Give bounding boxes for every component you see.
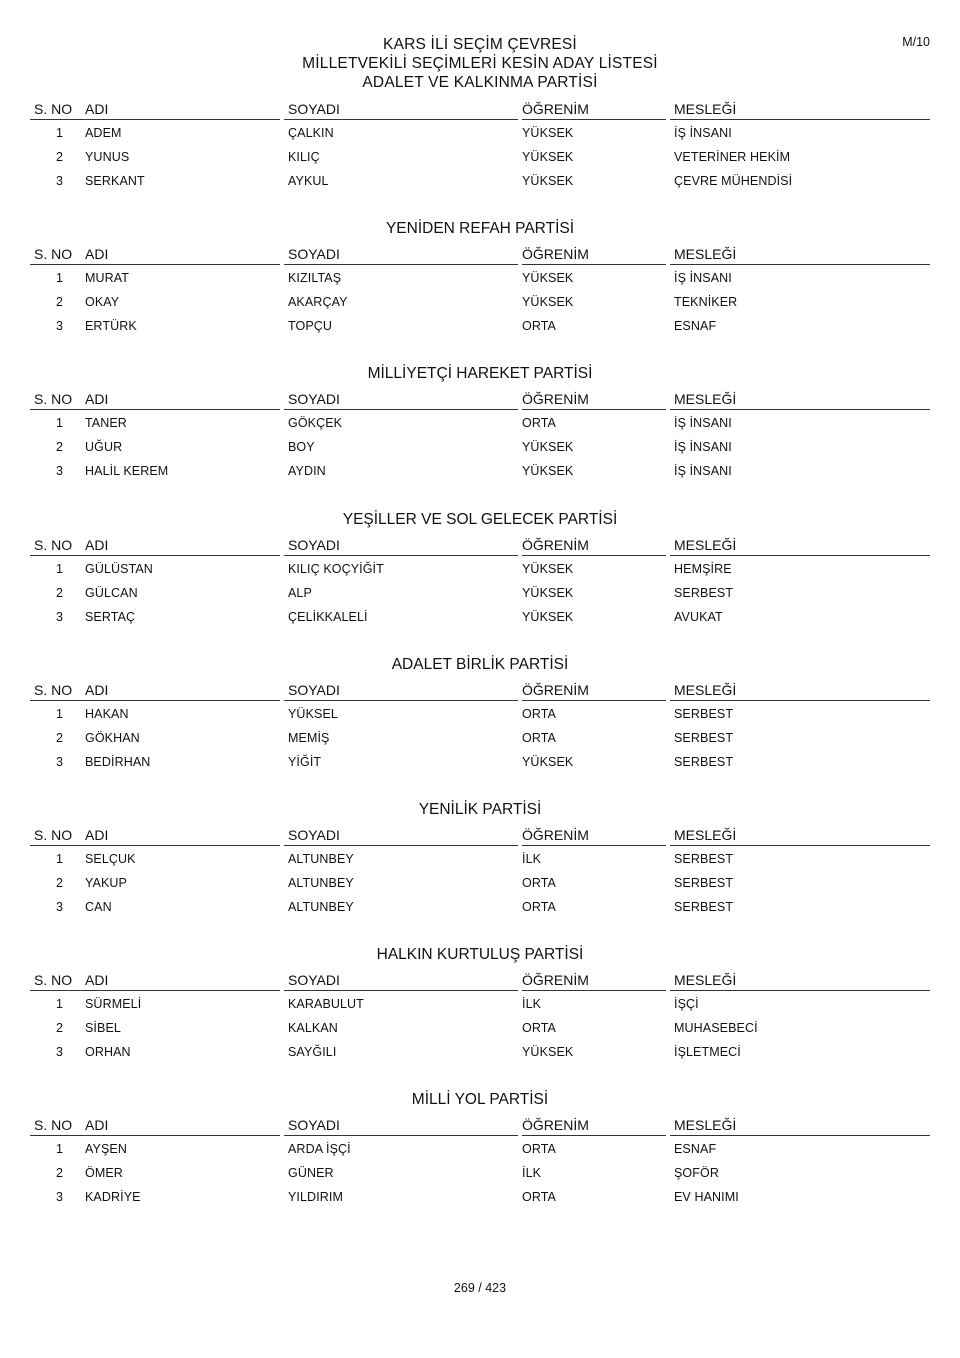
table-row <box>0 1020 960 1038</box>
cell-meslegi: ESNAF <box>674 319 717 334</box>
header-divider <box>30 990 280 991</box>
cell-soyadi: AKARÇAY <box>288 295 348 310</box>
cell-soyadi: SAYĞILI <box>288 1045 337 1060</box>
table-header-row <box>0 536 960 556</box>
header-meslegi: MESLEĞİ <box>674 1117 737 1134</box>
cell-meslegi: SERBEST <box>674 876 734 890</box>
cell-meslegi: İŞLETMECİ <box>674 1045 741 1060</box>
cell-soyadi: AYDIN <box>288 464 326 479</box>
cell-soyadi: AYKUL <box>288 174 329 188</box>
header-soyadi: SOYADI <box>288 681 340 698</box>
cell-meslegi: TEKNİKER <box>674 295 738 310</box>
cell-meslegi: VETERİNER HEKİM <box>674 150 791 164</box>
table-row <box>0 318 960 336</box>
cell-soyadi: YÜKSEL <box>288 706 338 721</box>
party-title: MİLLİYETÇİ HAREKET PARTİSİ <box>367 365 593 383</box>
cell-ogrenim: YÜKSEK <box>522 271 574 286</box>
cell-sno: 1 <box>55 706 63 721</box>
header-adi: ADI <box>85 681 109 698</box>
page-code: M/10 <box>902 35 930 49</box>
document-title-list: MİLLETVEKİLİ SEÇİMLERİ KESİN ADAY LİSTESİ <box>302 55 658 72</box>
header-divider <box>670 555 930 556</box>
cell-ogrenim: YÜKSEK <box>522 295 574 310</box>
cell-soyadi: TOPÇU <box>288 319 333 334</box>
header-divider <box>284 990 518 991</box>
cell-sno: 3 <box>55 1190 63 1205</box>
cell-sno: 3 <box>55 609 63 624</box>
cell-ogrenim: ORTA <box>522 876 556 890</box>
table-row <box>0 463 960 481</box>
cell-adi: AYŞEN <box>85 1142 127 1157</box>
header-sno: S. NO <box>34 536 73 553</box>
cell-adi: ÖMER <box>85 1166 123 1181</box>
header-divider <box>670 409 930 410</box>
header-adi: ADI <box>85 827 109 843</box>
cell-sno: 3 <box>55 754 63 769</box>
cell-sno: 1 <box>55 126 63 140</box>
table-row <box>0 125 960 143</box>
cell-soyadi: ALP <box>288 585 312 600</box>
header-adi: ADI <box>85 1117 109 1134</box>
cell-ogrenim: YÜKSEK <box>522 126 574 140</box>
cell-ogrenim: ORTA <box>522 1142 556 1157</box>
cell-ogrenim: ORTA <box>522 1190 556 1205</box>
cell-adi: HALİL KEREM <box>85 464 169 479</box>
header-sno: S. NO <box>34 827 73 843</box>
cell-ogrenim: YÜKSEK <box>522 464 574 479</box>
cell-adi: YAKUP <box>85 876 127 890</box>
header-divider <box>284 555 518 556</box>
cell-ogrenim: ORTA <box>522 319 556 334</box>
cell-adi: SERTAÇ <box>85 609 136 624</box>
cell-sno: 3 <box>55 464 63 479</box>
table-row <box>0 1044 960 1062</box>
cell-soyadi: KALKAN <box>288 1021 338 1036</box>
table-header-row <box>0 1116 960 1136</box>
cell-adi: ADEM <box>85 126 122 140</box>
cell-soyadi: YİĞİT <box>288 754 322 769</box>
cell-ogrenim: YÜKSEK <box>522 754 574 769</box>
cell-sno: 2 <box>55 585 63 600</box>
table-header-row <box>0 390 960 410</box>
cell-meslegi: ESNAF <box>674 1142 717 1157</box>
table-row <box>0 1165 960 1183</box>
cell-sno: 2 <box>55 295 63 310</box>
party-title: YENİLİK PARTİSİ <box>418 801 542 818</box>
cell-adi: OKAY <box>85 295 120 310</box>
header-divider <box>522 1135 666 1136</box>
header-adi: ADI <box>85 246 109 263</box>
table-header-row <box>0 971 960 991</box>
cell-soyadi: GÖKÇEK <box>288 416 343 431</box>
cell-adi: SERKANT <box>85 174 145 188</box>
cell-adi: KADRİYE <box>85 1190 141 1205</box>
cell-adi: GÜLCAN <box>85 585 138 600</box>
cell-soyadi: KILIÇ <box>288 150 320 164</box>
cell-meslegi: SERBEST <box>674 706 734 721</box>
cell-ogrenim: ORTA <box>522 730 556 745</box>
header-soyadi: SOYADI <box>288 101 340 117</box>
cell-ogrenim: YÜKSEK <box>522 150 574 164</box>
cell-soyadi: MEMİŞ <box>288 730 330 745</box>
party-title: YEŞİLLER VE SOL GELECEK PARTİSİ <box>342 510 618 528</box>
header-soyadi: SOYADI <box>288 972 340 989</box>
cell-soyadi: ARDA İŞÇİ <box>288 1142 351 1157</box>
header-divider <box>30 1135 280 1136</box>
cell-meslegi: İŞ İNSANI <box>674 440 732 455</box>
table-row <box>0 609 960 627</box>
cell-sno: 2 <box>55 876 63 890</box>
header-adi: ADI <box>85 101 109 117</box>
party-section <box>0 510 960 645</box>
table-row <box>0 875 960 893</box>
cell-meslegi: ŞOFÖR <box>674 1166 719 1181</box>
cell-adi: GÖKHAN <box>85 730 140 745</box>
cell-sno: 2 <box>55 150 63 164</box>
cell-sno: 1 <box>55 416 63 431</box>
cell-sno: 2 <box>55 1021 63 1036</box>
header-soyadi: SOYADI <box>288 536 340 553</box>
table-row <box>0 996 960 1014</box>
cell-meslegi: İŞÇİ <box>674 997 699 1012</box>
cell-meslegi: SERBEST <box>674 730 734 745</box>
cell-sno: 3 <box>55 900 63 914</box>
cell-soyadi: ALTUNBEY <box>288 876 354 890</box>
header-ogrenim: ÖĞRENİM <box>522 1117 589 1134</box>
cell-meslegi: ÇEVRE MÜHENDİSİ <box>674 174 793 188</box>
table-row <box>0 1189 960 1207</box>
header-ogrenim: ÖĞRENİM <box>522 536 589 553</box>
cell-sno: 2 <box>55 1166 63 1181</box>
cell-sno: 3 <box>55 174 63 188</box>
cell-ogrenim: ORTA <box>522 1021 556 1036</box>
cell-soyadi: ÇELİKKALELİ <box>288 609 368 624</box>
cell-meslegi: HEMŞİRE <box>674 561 732 576</box>
document-title-province: KARS İLİ SEÇİM ÇEVRESİ <box>383 36 577 53</box>
header-meslegi: MESLEĞİ <box>674 681 737 698</box>
cell-soyadi: KARABULUT <box>288 997 364 1012</box>
cell-adi: BEDİRHAN <box>85 754 151 769</box>
cell-sno: 1 <box>55 852 63 866</box>
header-divider <box>284 845 518 846</box>
cell-meslegi: MUHASEBECİ <box>674 1021 758 1036</box>
cell-meslegi: SERBEST <box>674 852 734 866</box>
cell-meslegi: SERBEST <box>674 585 734 600</box>
table-header-row <box>0 100 960 120</box>
header-soyadi: SOYADI <box>288 1117 340 1134</box>
party-section <box>0 74 960 209</box>
cell-adi: YUNUS <box>85 150 130 164</box>
header-divider <box>522 990 666 991</box>
cell-adi: SELÇUK <box>85 852 136 866</box>
header-divider <box>30 555 280 556</box>
header-meslegi: MESLEĞİ <box>674 827 737 843</box>
cell-sno: 1 <box>55 997 63 1012</box>
cell-ogrenim: YÜKSEK <box>522 1045 574 1060</box>
table-row <box>0 899 960 917</box>
cell-soyadi: ALTUNBEY <box>288 900 354 914</box>
cell-soyadi: ALTUNBEY <box>288 852 354 866</box>
header-divider <box>670 990 930 991</box>
table-row <box>0 851 960 869</box>
table-row <box>0 706 960 724</box>
first-party-title: ADALET VE KALKINMA PARTİSİ <box>362 74 598 91</box>
party-section <box>0 1090 960 1225</box>
cell-meslegi: SERBEST <box>674 754 734 769</box>
page-number: 269 / 423 <box>453 1281 507 1295</box>
header-sno: S. NO <box>34 101 73 117</box>
header-divider <box>284 119 518 120</box>
header-divider <box>522 409 666 410</box>
cell-adi: HAKAN <box>85 706 129 721</box>
cell-ogrenim: YÜKSEK <box>522 585 574 600</box>
header-sno: S. NO <box>34 246 73 263</box>
cell-soyadi: YILDIRIM <box>288 1190 343 1205</box>
header-meslegi: MESLEĞİ <box>674 101 737 117</box>
header-soyadi: SOYADI <box>288 391 340 408</box>
cell-ogrenim: İLK <box>522 852 542 866</box>
party-title: YENİDEN REFAH PARTİSİ <box>385 220 575 238</box>
cell-meslegi: İŞ İNSANI <box>674 126 732 140</box>
header-ogrenim: ÖĞRENİM <box>522 391 589 408</box>
cell-ogrenim: ORTA <box>522 706 556 721</box>
cell-sno: 1 <box>55 1142 63 1157</box>
header-ogrenim: ÖĞRENİM <box>522 246 589 263</box>
cell-sno: 3 <box>55 1045 63 1060</box>
header-divider <box>30 700 280 701</box>
party-title: MİLLİ YOL PARTİSİ <box>411 1091 549 1109</box>
cell-adi: TANER <box>85 416 127 431</box>
cell-soyadi: ÇALKIN <box>288 126 334 140</box>
cell-ogrenim: ORTA <box>522 900 556 914</box>
header-divider <box>30 119 280 120</box>
cell-adi: MURAT <box>85 271 130 286</box>
cell-adi: UĞUR <box>85 440 123 455</box>
header-adi: ADI <box>85 391 109 408</box>
header-divider <box>522 119 666 120</box>
header-divider <box>670 264 930 265</box>
table-header-row <box>0 245 960 265</box>
header-divider <box>284 1135 518 1136</box>
header-sno: S. NO <box>34 681 73 698</box>
party-title: HALKIN KURTULUŞ PARTİSİ <box>376 946 584 964</box>
header-ogrenim: ÖĞRENİM <box>522 101 589 117</box>
cell-adi: CAN <box>85 900 112 914</box>
table-row <box>0 1141 960 1159</box>
cell-soyadi: GÜNER <box>288 1166 334 1181</box>
table-row <box>0 754 960 772</box>
cell-ogrenim: İLK <box>522 997 542 1012</box>
table-row <box>0 415 960 433</box>
party-section <box>0 800 960 935</box>
cell-ogrenim: YÜKSEK <box>522 174 574 188</box>
party-title: ADALET BİRLİK PARTİSİ <box>391 655 569 673</box>
table-row <box>0 173 960 191</box>
cell-adi: GÜLÜSTAN <box>85 561 153 576</box>
cell-sno: 2 <box>55 440 63 455</box>
cell-meslegi: SERBEST <box>674 900 734 914</box>
party-section <box>0 364 960 499</box>
party-section <box>0 219 960 354</box>
header-divider <box>30 264 280 265</box>
table-header-row <box>0 826 960 846</box>
header-ogrenim: ÖĞRENİM <box>522 827 589 843</box>
cell-adi: SİBEL <box>85 1021 121 1036</box>
cell-ogrenim: ORTA <box>522 416 556 431</box>
table-row <box>0 561 960 579</box>
table-row <box>0 270 960 288</box>
table-row <box>0 439 960 457</box>
cell-soyadi: KIZILTAŞ <box>288 271 342 286</box>
header-divider <box>670 119 930 120</box>
header-sno: S. NO <box>34 391 73 408</box>
cell-soyadi: BOY <box>288 440 315 455</box>
cell-adi: ERTÜRK <box>85 319 137 334</box>
header-soyadi: SOYADI <box>288 827 340 843</box>
cell-sno: 2 <box>55 730 63 745</box>
header-adi: ADI <box>85 972 109 989</box>
header-divider <box>522 264 666 265</box>
header-divider <box>284 409 518 410</box>
cell-meslegi: EV HANIMI <box>674 1190 739 1205</box>
cell-sno: 1 <box>55 561 63 576</box>
cell-sno: 1 <box>55 271 63 286</box>
cell-soyadi: KILIÇ KOÇYİĞİT <box>288 561 384 576</box>
header-meslegi: MESLEĞİ <box>674 391 737 408</box>
cell-meslegi: İŞ İNSANI <box>674 271 732 286</box>
cell-meslegi: İŞ İNSANI <box>674 416 732 431</box>
table-row <box>0 294 960 312</box>
header-divider <box>284 264 518 265</box>
header-divider <box>30 409 280 410</box>
header-divider <box>670 1135 930 1136</box>
table-header-row <box>0 681 960 701</box>
header-divider <box>30 845 280 846</box>
cell-ogrenim: YÜKSEK <box>522 609 574 624</box>
cell-sno: 3 <box>55 319 63 334</box>
party-section <box>0 945 960 1080</box>
header-adi: ADI <box>85 536 109 553</box>
header-sno: S. NO <box>34 1117 73 1134</box>
header-meslegi: MESLEĞİ <box>674 536 737 553</box>
header-ogrenim: ÖĞRENİM <box>522 681 589 698</box>
header-soyadi: SOYADI <box>288 246 340 263</box>
cell-meslegi: İŞ İNSANI <box>674 464 732 479</box>
header-divider <box>670 845 930 846</box>
header-divider <box>670 700 930 701</box>
party-section <box>0 655 960 790</box>
cell-ogrenim: YÜKSEK <box>522 561 574 576</box>
header-divider <box>522 555 666 556</box>
cell-meslegi: AVUKAT <box>674 609 723 624</box>
header-meslegi: MESLEĞİ <box>674 972 737 989</box>
cell-ogrenim: YÜKSEK <box>522 440 574 455</box>
table-row <box>0 730 960 748</box>
header-sno: S. NO <box>34 972 73 989</box>
table-row <box>0 149 960 167</box>
header-divider <box>522 700 666 701</box>
cell-ogrenim: İLK <box>522 1166 542 1181</box>
header-ogrenim: ÖĞRENİM <box>522 972 589 989</box>
header-divider <box>522 845 666 846</box>
header-meslegi: MESLEĞİ <box>674 246 737 263</box>
cell-adi: SÜRMELİ <box>85 997 142 1012</box>
cell-adi: ORHAN <box>85 1045 131 1060</box>
header-divider <box>284 700 518 701</box>
table-row <box>0 585 960 603</box>
